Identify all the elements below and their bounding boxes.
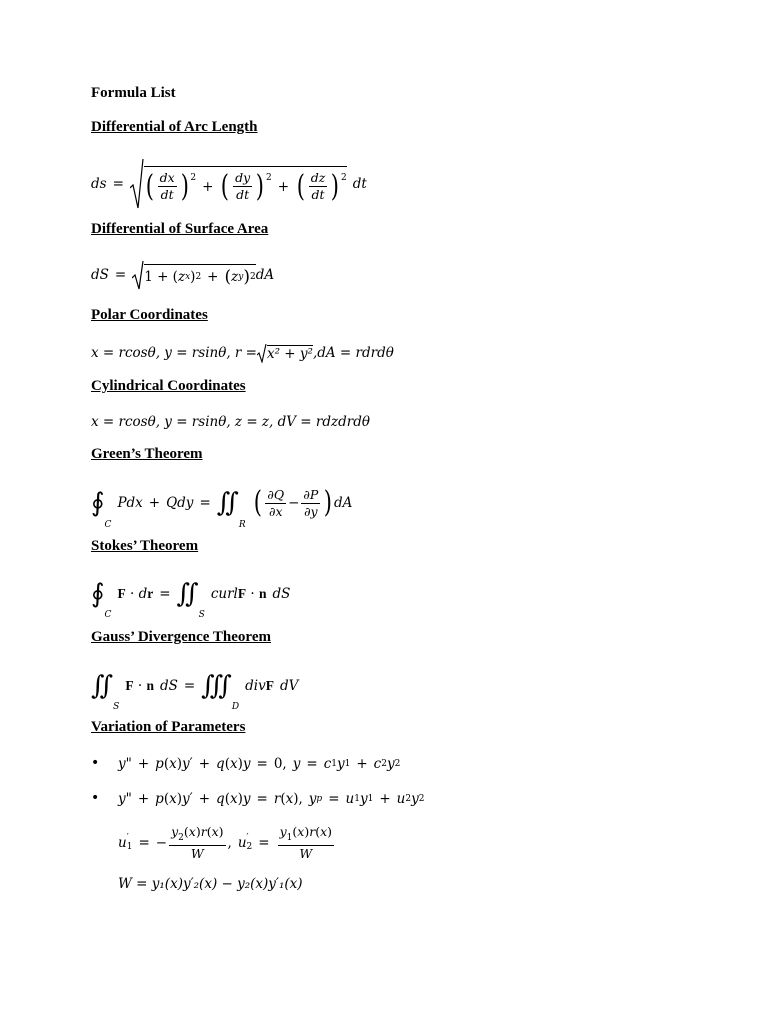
- polar-tail: ,dA = rdrdθ: [312, 345, 394, 361]
- formula-stokes: ∮ C F · d r = ∬ S curl F · n dS: [91, 579, 291, 620]
- formula-u-primes: u ′ 1 = − $\frac{y_2(x)r(x)}{W}$ , u ′ 2 = $\frac{y_1(x)r(x)}{W}$: [118, 824, 333, 862]
- polar-radicand: x² + y²: [266, 345, 313, 362]
- heading-arc-length: Differential of Arc Length: [91, 119, 258, 135]
- heading-variation: Variation of Parameters: [91, 719, 246, 735]
- double-integral-icon: ∬: [176, 579, 199, 609]
- bullet-icon: •: [91, 790, 100, 806]
- heading-surface-area: Differential of Surface Area: [91, 221, 269, 237]
- contour-integral-icon: ∮: [91, 488, 105, 518]
- heading-stokes: Stokes’ Theorem: [91, 538, 199, 554]
- formula-cylindrical: x = rcosθ, y = rsinθ, z = z, dV = rdzdrdθ: [91, 414, 370, 430]
- formula-surface-area: dS = 1 + ( z x ) 2 + ( z y ) 2 dA: [91, 258, 274, 292]
- polar-text: x = rcosθ, y = rsinθ, r =: [91, 345, 257, 361]
- heading-gauss: Gauss’ Divergence Theorem: [91, 629, 271, 645]
- ds-label: ds: [91, 176, 107, 192]
- heading-green: Green’s Theorem: [91, 446, 203, 462]
- formula-arc-length: ds = ( $\frac{dx}{dt}$ ) 2 + ( $\frac{dy}{dt}$ ) 2 + ( $\frac{dz}{dt}$ ) 2 dt: [91, 156, 367, 212]
- triple-integral-icon: ∭: [201, 671, 232, 701]
- page-title: Formula List: [91, 85, 176, 101]
- contour-integral-icon: ∮: [91, 579, 105, 609]
- heading-cylindrical: Cylindrical Coordinates: [91, 378, 246, 394]
- formula-homogeneous: y " + p ( x ) y ′ + q ( x ) y = 0, y = c 1 y 1 + c 2 y 2: [118, 756, 401, 772]
- formula-nonhomogeneous: y " + p ( x ) y ′ + q ( x ) y = r ( x ), y p = u 1 y 1 + u 2 y 2: [118, 791, 425, 807]
- heading-polar: Polar Coordinates: [91, 307, 208, 323]
- formula-polar: [91, 340, 394, 366]
- radical-sign: [130, 158, 144, 210]
- double-integral-icon: ∬: [91, 671, 114, 701]
- double-integral-icon: ∬: [216, 488, 239, 518]
- formula-wronskian: W = y₁(x)y′₂(x) − y₂(x)y′₁(x): [118, 876, 303, 892]
- formula-green: ∮ C Pdx + Qdy = ∬ R ( $\frac{\partial Q}{\partial x}$ − $\frac{\partial P}{\partial y}$ ) dA: [91, 485, 353, 530]
- formula-gauss: ∬ S F · n dS = ∭ D div F dV: [91, 671, 299, 712]
- arc-length-radical: ( $\frac{dx}{dt}$ ) 2 + ( $\frac{dy}{dt}$ ) 2 + ( $\frac{dz}{dt}$ ) 2: [130, 158, 347, 210]
- bullet-icon: •: [91, 755, 100, 771]
